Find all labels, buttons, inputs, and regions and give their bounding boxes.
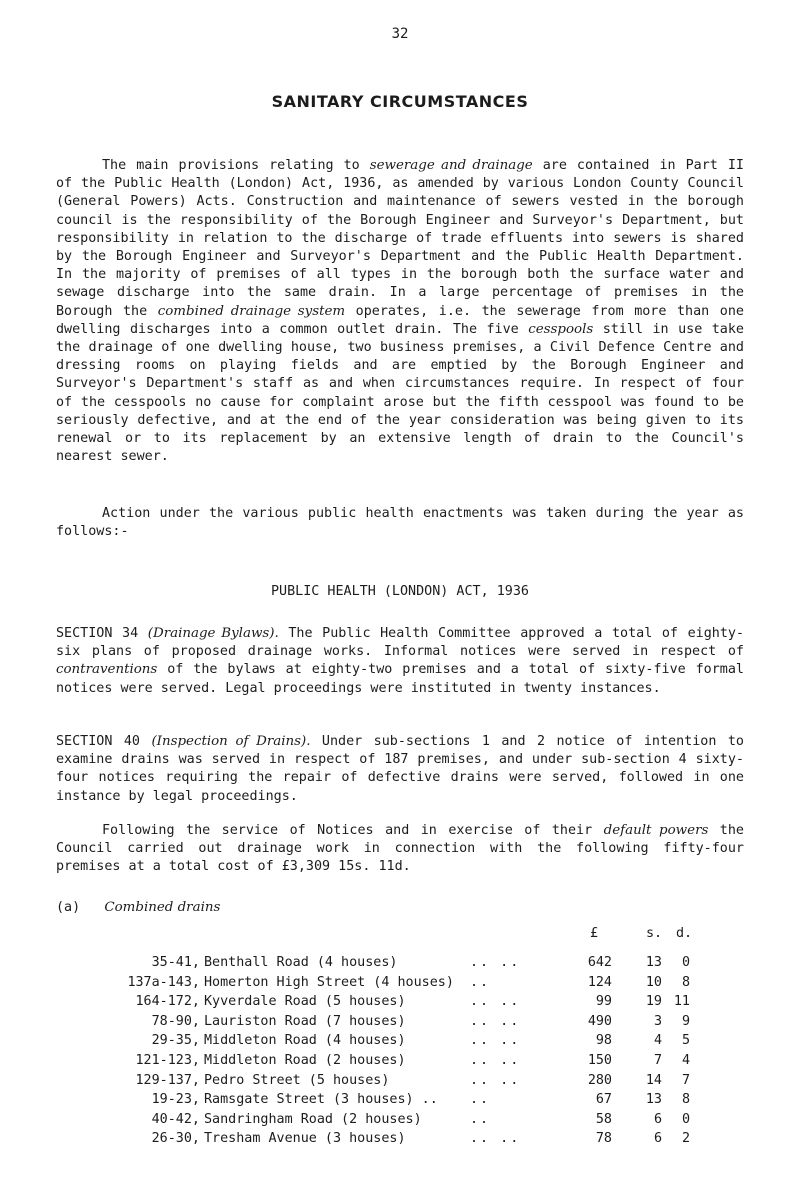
- row-shillings: 6: [653, 1131, 662, 1147]
- action-paragraph: Action under the various public health enactments was taken during the year as follows:-: [56, 506, 744, 540]
- row-shillings: 3: [653, 1013, 662, 1029]
- section-34-label: SECTION 34: [56, 626, 139, 641]
- row-address: Lauriston Road (7 houses): [204, 1013, 406, 1029]
- row-house-numbers: 137a-143,: [127, 974, 200, 990]
- intro-text-1: The main provisions relating to: [102, 158, 370, 173]
- row-shillings: 13: [645, 1092, 662, 1108]
- row-leader-dots: .. ..: [470, 994, 521, 1010]
- row-address: Ramsgate Street (3 houses) ..: [204, 1092, 438, 1108]
- row-leader-dots: .. ..: [470, 1053, 521, 1068]
- row-house-numbers: 129-137,: [135, 1072, 200, 1088]
- row-leader-dots: .. ..: [470, 955, 521, 970]
- row-pence: 11: [673, 994, 690, 1010]
- combined-drains-label: Combined drains: [104, 900, 221, 915]
- row-leader-dots: .. ..: [470, 1013, 521, 1029]
- row-pence: 8: [681, 974, 690, 990]
- row-pounds: 490: [587, 1013, 612, 1029]
- section-40-italic-label: (Inspection of Drains).: [151, 734, 311, 749]
- row-leader-dots: .. ..: [470, 1072, 521, 1088]
- row-shillings: 10: [645, 974, 662, 990]
- row-address: Tresham Avenue (3 houses): [204, 1131, 406, 1147]
- intro-text-3: operates, i.e. the sewerage from more than one dwelling discharges into a common outlet drain. The five: [56, 303, 744, 337]
- column-header-pounds: £: [590, 926, 599, 941]
- combined-drains-heading: [56, 900, 220, 915]
- section-34-text-1: The Public Health Committee approved a total of eighty-six plans of proposed drainage works. Informal notices were served in respect of: [56, 626, 744, 660]
- row-address: Middleton Road (2 houses): [204, 1053, 406, 1068]
- row-shillings: 14: [645, 1072, 662, 1088]
- row-leader-dots: ..: [470, 1092, 491, 1108]
- act-heading: PUBLIC HEALTH (LONDON) ACT, 1936: [271, 584, 529, 599]
- row-pence: 2: [681, 1131, 690, 1147]
- row-address: Benthall Road (4 houses): [204, 955, 398, 970]
- row-pounds: 150: [587, 1053, 612, 1068]
- section-40-text-1: Under sub-sections 1 and 2 notice of intention to examine drains was served in respect of 187 premises, and under sub-section 4 sixty-four notices requiring the repair of defective drains were served, followed in one instance by legal proceedings.: [56, 734, 744, 804]
- row-shillings: 6: [653, 1111, 662, 1127]
- row-pounds: 124: [587, 974, 612, 990]
- intro-text-2: are contained in Part II of the Public Health (London) Act, 1936, as amended by various London County Council (General Powers) Acts. Construction and maintenance of sewers vested in the borough council is the responsibility of the Borough Engineer and Surveyor's Department, but responsibility in relation to the discharge of trade effluents into sewers is shared by the Borough Engineer and Surveyor's Department and the Public Health Department. In the majority of premises of all types in the borough both the surface water and sewage discharge into the same drain. In a large percentage of premises in the Borough the: [56, 158, 744, 319]
- page-title: SANITARY CIRCUMSTANCES: [271, 92, 529, 111]
- row-leader-dots: ..: [470, 1111, 491, 1127]
- table-row: [0, 1014, 800, 1034]
- intro-italic-2: combined drainage system: [157, 303, 346, 319]
- intro-italic-1: sewerage and drainage: [369, 158, 533, 173]
- row-address: Middleton Road (4 houses): [204, 1033, 406, 1049]
- row-leader-dots: ..: [470, 974, 491, 990]
- row-address: Sandringham Road (2 houses): [204, 1111, 422, 1127]
- column-header-shillings: s.: [646, 926, 663, 941]
- page-number: 32: [391, 26, 409, 42]
- table-row: [0, 1092, 800, 1112]
- intro-italic-3: cesspools: [528, 321, 594, 337]
- table-row: [0, 1053, 800, 1073]
- section-40-label: SECTION 40: [56, 734, 140, 749]
- intro-paragraph: [56, 157, 744, 466]
- row-pounds: 99: [595, 994, 612, 1010]
- row-pounds: 98: [595, 1033, 612, 1049]
- row-pence: 0: [681, 955, 690, 970]
- section-34-paragraph: [56, 625, 744, 698]
- row-pounds: 78: [595, 1131, 612, 1147]
- row-address: Pedro Street (5 houses): [204, 1072, 390, 1088]
- default-powers-text-2: the Council carried out drainage work in connection with the following fifty-four premises at a total cost of £3,309 15s. 11d.: [56, 823, 744, 875]
- table-row: [0, 1131, 800, 1151]
- combined-drains-prefix: (a): [56, 900, 81, 915]
- table-row: [0, 955, 800, 975]
- table-row: [0, 1112, 800, 1132]
- row-shillings: 19: [645, 994, 662, 1010]
- default-powers-text-1: Following the service of Notices and in exercise of their: [102, 823, 604, 838]
- table-row: [0, 1033, 800, 1053]
- row-leader-dots: .. ..: [470, 1033, 521, 1049]
- row-pence: 7: [681, 1072, 690, 1088]
- section-34-italic-1: contraventions: [56, 662, 158, 678]
- default-powers-paragraph: [56, 822, 744, 877]
- row-pence: 0: [681, 1111, 690, 1127]
- row-pence: 5: [681, 1033, 690, 1049]
- row-pence: 8: [681, 1092, 690, 1108]
- row-address: Homerton High Street (4 houses): [204, 974, 454, 990]
- section-40-paragraph: [56, 733, 744, 806]
- section-34-italic-label: (Drainage Bylaws).: [147, 626, 279, 641]
- row-house-numbers: 35-41,: [151, 955, 200, 970]
- row-house-numbers: 78-90,: [151, 1013, 200, 1029]
- row-house-numbers: 26-30,: [151, 1131, 200, 1147]
- row-address: Kyverdale Road (5 houses): [204, 994, 406, 1010]
- row-pounds: 280: [587, 1072, 612, 1088]
- row-pounds: 58: [595, 1111, 612, 1127]
- row-shillings: 4: [653, 1033, 662, 1049]
- row-house-numbers: 29-35,: [151, 1033, 200, 1049]
- default-powers-italic-1: default powers: [603, 823, 709, 838]
- row-house-numbers: 164-172,: [135, 994, 200, 1010]
- row-house-numbers: 40-42,: [151, 1111, 200, 1127]
- table-row: [0, 994, 800, 1014]
- row-pence: 9: [681, 1013, 690, 1029]
- table-row: [0, 1073, 800, 1093]
- row-house-numbers: 121-123,: [135, 1053, 200, 1068]
- section-34-text-2: of the bylaws at eighty-two premises and a total of sixty-five formal notices were served. Legal proceedings were instituted in twenty instances.: [56, 662, 744, 696]
- row-shillings: 13: [645, 955, 662, 970]
- intro-text-4: still in use take the drainage of one dwelling house, two business premises, a Civil Defence Centre and dressing rooms on playing fields and are emptied by the Borough Engineer and Surveyor's Department's staff as and when circumstances require. In respect of four of the cesspools no cause for complaint arose but the fifth cesspool was found to be seriously defective, and at the end of the year consideration was being given to its renewal or to its replacement by an extensive length of drain to the Council's nearest sewer.: [56, 321, 744, 465]
- row-shillings: 7: [653, 1053, 662, 1068]
- row-leader-dots: .. ..: [470, 1131, 521, 1147]
- row-pounds: 642: [587, 955, 612, 970]
- column-header-pence: d.: [676, 926, 693, 941]
- table-row: [0, 975, 800, 995]
- row-pence: 4: [681, 1053, 690, 1068]
- row-pounds: 67: [595, 1092, 612, 1108]
- row-house-numbers: 19-23,: [151, 1092, 200, 1108]
